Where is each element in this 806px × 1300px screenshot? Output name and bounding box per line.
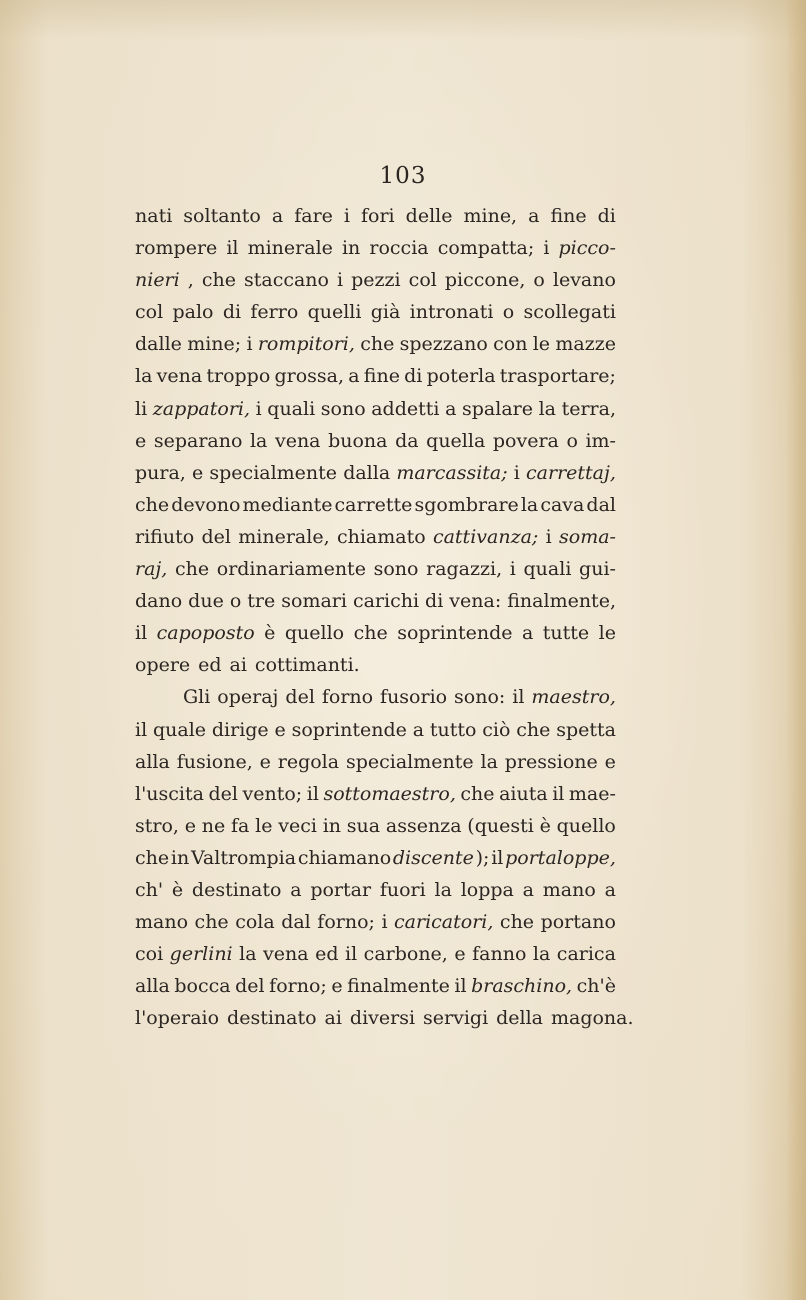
word: quello bbox=[556, 814, 616, 837]
word: nati bbox=[135, 205, 173, 227]
word: col bbox=[135, 301, 164, 324]
word: magona. bbox=[550, 1007, 634, 1030]
text-line bbox=[135, 842, 616, 874]
word: pressione bbox=[504, 750, 598, 773]
word: ed bbox=[315, 943, 339, 966]
word: che bbox=[460, 782, 495, 805]
word: o bbox=[566, 429, 578, 452]
word: ai bbox=[229, 654, 247, 677]
page-top-shading bbox=[0, 0, 806, 40]
word: sono bbox=[320, 397, 366, 420]
word: o bbox=[533, 269, 545, 292]
word: da bbox=[395, 429, 419, 452]
word: i bbox=[343, 205, 350, 227]
word: trasportare; bbox=[499, 365, 616, 388]
word: quella bbox=[426, 429, 486, 452]
word: piccone, bbox=[444, 269, 526, 292]
word: vena bbox=[263, 943, 309, 966]
word: soltanto bbox=[183, 205, 261, 227]
word: forno bbox=[321, 686, 374, 709]
word: tutte bbox=[542, 622, 590, 645]
italic-word: soma- bbox=[559, 525, 616, 548]
word: l'uscita bbox=[135, 782, 204, 805]
word: l'operaio bbox=[135, 1007, 220, 1030]
word: vento; bbox=[242, 782, 303, 805]
word: loppa bbox=[460, 878, 514, 901]
word: a bbox=[412, 718, 425, 741]
italic-word: nieri bbox=[135, 269, 180, 292]
word: chiamano bbox=[297, 846, 392, 869]
word: poterla bbox=[426, 365, 496, 388]
word: i bbox=[513, 461, 520, 484]
word: in bbox=[170, 846, 190, 869]
word: minerale bbox=[247, 237, 333, 260]
word: ciò bbox=[482, 718, 511, 741]
word: il bbox=[512, 686, 525, 709]
word: a bbox=[271, 205, 284, 227]
word: che bbox=[353, 622, 388, 645]
word: coi bbox=[135, 943, 164, 966]
word: quali bbox=[523, 558, 572, 581]
italic-word: cattivanza; bbox=[432, 525, 539, 548]
word: forno; bbox=[317, 911, 375, 934]
word: che bbox=[516, 718, 551, 741]
word: di bbox=[597, 205, 616, 227]
word: la bbox=[239, 943, 257, 966]
word: grossa, bbox=[274, 365, 345, 388]
word: cottimanti. bbox=[254, 654, 360, 677]
word: sgombrare bbox=[414, 493, 519, 516]
word: la bbox=[135, 365, 153, 388]
word: portano bbox=[540, 911, 616, 934]
word: a bbox=[348, 365, 360, 388]
word: i bbox=[545, 525, 552, 548]
word: (questi bbox=[467, 814, 534, 837]
italic-word: discente bbox=[392, 846, 474, 869]
word: finalmente, bbox=[507, 590, 616, 613]
text-line bbox=[135, 810, 616, 842]
word: stro, bbox=[135, 814, 179, 837]
word: destinato bbox=[191, 878, 282, 901]
word: pura, bbox=[135, 461, 186, 484]
word: o bbox=[229, 590, 242, 613]
word: devono bbox=[171, 493, 241, 516]
word: ch'è bbox=[576, 975, 616, 998]
word: scollegati bbox=[523, 301, 616, 324]
word: levano bbox=[552, 269, 616, 292]
word: il bbox=[454, 975, 467, 998]
word: in bbox=[341, 237, 361, 260]
word: ); bbox=[475, 846, 490, 869]
word: fanno bbox=[472, 943, 527, 966]
italic-word: capoposto bbox=[156, 622, 255, 645]
word: povera bbox=[492, 429, 559, 452]
word: a bbox=[604, 878, 616, 901]
word: Valtrompia bbox=[190, 846, 297, 869]
word: ch' bbox=[135, 878, 164, 901]
word: il bbox=[552, 782, 565, 805]
word: il bbox=[135, 622, 148, 645]
text-line bbox=[135, 585, 616, 617]
word: i bbox=[246, 333, 253, 356]
word: tutto bbox=[429, 718, 477, 741]
word: regola bbox=[277, 750, 340, 773]
italic-word: braschino, bbox=[471, 975, 573, 998]
word: cola bbox=[235, 911, 275, 934]
word: ordinariamente bbox=[216, 558, 366, 581]
text-line bbox=[135, 714, 616, 746]
word: specialmente bbox=[345, 750, 474, 773]
word: ne bbox=[201, 814, 226, 837]
word: che bbox=[499, 911, 535, 934]
word: alla bbox=[135, 750, 170, 773]
word: fuori bbox=[379, 878, 426, 901]
word: della bbox=[496, 1007, 544, 1030]
italic-word: picco- bbox=[558, 237, 616, 260]
word: a bbox=[528, 205, 540, 227]
text-line bbox=[135, 328, 616, 360]
word: i bbox=[337, 269, 344, 292]
word: addetti bbox=[371, 397, 440, 420]
word: fine bbox=[550, 205, 587, 227]
text-line bbox=[135, 393, 616, 425]
word: carrette bbox=[334, 493, 413, 516]
word: è bbox=[264, 622, 276, 645]
word: spetta bbox=[556, 718, 616, 741]
word: che bbox=[135, 846, 170, 869]
word: e bbox=[135, 429, 147, 452]
text-line bbox=[135, 425, 616, 457]
italic-word: gerlini bbox=[169, 943, 233, 966]
word: a bbox=[522, 878, 534, 901]
word: rompere bbox=[135, 237, 218, 260]
word: di bbox=[404, 365, 423, 388]
word: vena bbox=[156, 365, 203, 388]
word: due bbox=[188, 590, 224, 613]
word: terra, bbox=[561, 397, 616, 420]
word: portar bbox=[310, 878, 372, 901]
word: del bbox=[201, 525, 231, 548]
word: diversi bbox=[349, 1007, 416, 1030]
word: quale bbox=[152, 718, 207, 741]
word: il bbox=[226, 237, 239, 260]
word: e bbox=[454, 943, 466, 966]
word: che bbox=[174, 558, 210, 581]
word: ragazzi, bbox=[426, 558, 503, 581]
text-line bbox=[135, 1002, 634, 1034]
word: operaj bbox=[217, 686, 279, 709]
word: alla bbox=[135, 975, 170, 998]
word: mano bbox=[542, 878, 596, 901]
text-line bbox=[135, 296, 616, 328]
word: aiuta bbox=[499, 782, 548, 805]
word: e bbox=[331, 975, 343, 998]
word: chiamato bbox=[336, 525, 426, 548]
text-line bbox=[135, 874, 616, 906]
word: la bbox=[532, 943, 551, 966]
word: opere bbox=[135, 654, 191, 677]
word: li bbox=[135, 397, 148, 420]
word: mine, bbox=[463, 205, 518, 227]
text-line bbox=[135, 681, 616, 713]
word: fa bbox=[230, 814, 250, 837]
italic-word: portaloppe, bbox=[505, 846, 616, 869]
word: le bbox=[255, 814, 273, 837]
word: è bbox=[171, 878, 184, 901]
word: di bbox=[222, 301, 242, 324]
word: fori bbox=[361, 205, 395, 227]
word: pezzi bbox=[351, 269, 401, 292]
word: dirige bbox=[211, 718, 269, 741]
word: carichi bbox=[352, 590, 420, 613]
word: quali bbox=[267, 397, 316, 420]
word: dalle bbox=[135, 333, 182, 356]
word: minerale, bbox=[238, 525, 330, 548]
word: la bbox=[520, 493, 539, 516]
word: spalare bbox=[462, 397, 533, 420]
word: mano bbox=[135, 911, 189, 934]
italic-word: caricatori, bbox=[394, 911, 494, 934]
word: il bbox=[135, 718, 148, 741]
word: che bbox=[194, 911, 229, 934]
word: la bbox=[480, 750, 498, 773]
italic-word: zappatori, bbox=[152, 397, 251, 420]
word: assenza bbox=[385, 814, 462, 837]
word: quello bbox=[284, 622, 345, 645]
word: e bbox=[274, 718, 286, 741]
text-line bbox=[135, 938, 616, 970]
word: e bbox=[184, 814, 196, 837]
word: soprintende bbox=[291, 718, 407, 741]
word: in bbox=[322, 814, 342, 837]
text-line bbox=[135, 489, 616, 521]
word: dalla bbox=[343, 461, 391, 484]
word: il bbox=[345, 943, 358, 966]
word: dal bbox=[281, 911, 311, 934]
word: già bbox=[370, 301, 401, 324]
word: i bbox=[543, 237, 550, 260]
text-line bbox=[135, 232, 616, 264]
word: , bbox=[187, 269, 194, 292]
word: il bbox=[306, 782, 319, 805]
text-line bbox=[135, 906, 616, 938]
word: spezzano bbox=[399, 333, 488, 356]
word: di bbox=[425, 590, 444, 613]
word: mine; bbox=[187, 333, 242, 356]
italic-word: rompitori, bbox=[257, 333, 355, 356]
text-line bbox=[135, 264, 616, 296]
word: la bbox=[249, 429, 268, 452]
word: col bbox=[408, 269, 437, 292]
italic-word: maestro, bbox=[531, 686, 616, 709]
text-line bbox=[135, 649, 616, 681]
word: sono bbox=[373, 558, 419, 581]
word: compatta; bbox=[437, 237, 535, 260]
word: del bbox=[285, 686, 315, 709]
word: mazze bbox=[555, 333, 616, 356]
word: veci bbox=[278, 814, 317, 837]
page-edge-shading bbox=[786, 0, 806, 1300]
word: fare bbox=[294, 205, 333, 227]
italic-word: carrettaj, bbox=[526, 461, 616, 484]
word: delle bbox=[405, 205, 453, 227]
word: la bbox=[538, 397, 556, 420]
word: ed bbox=[198, 654, 222, 677]
word: e bbox=[259, 750, 271, 773]
word: tre bbox=[247, 590, 276, 613]
text-line bbox=[135, 200, 616, 232]
word: palo bbox=[172, 301, 214, 324]
word: destinato bbox=[227, 1007, 317, 1030]
word: o bbox=[502, 301, 515, 324]
word: dano bbox=[135, 590, 183, 613]
word: a bbox=[445, 397, 457, 420]
word: mediante bbox=[242, 493, 333, 516]
word: è bbox=[539, 814, 551, 837]
word: soprintende bbox=[397, 622, 513, 645]
word: ferro bbox=[250, 301, 299, 324]
word: mae- bbox=[568, 782, 616, 805]
word: finalmente bbox=[347, 975, 450, 998]
body-text bbox=[135, 200, 634, 1034]
word: i bbox=[255, 397, 262, 420]
italic-word: raj, bbox=[135, 558, 168, 581]
italic-word: marcassita; bbox=[396, 461, 508, 484]
word: a bbox=[290, 878, 302, 901]
text-line bbox=[135, 553, 616, 585]
word: carica bbox=[556, 943, 616, 966]
word: rifiuto bbox=[135, 525, 195, 548]
word: dal bbox=[586, 493, 616, 516]
italic-word: sottomaestro, bbox=[323, 782, 456, 805]
word: forno; bbox=[269, 975, 327, 998]
word: vena bbox=[274, 429, 321, 452]
word: staccano bbox=[243, 269, 329, 292]
word: intronati bbox=[409, 301, 494, 324]
word: separano bbox=[153, 429, 243, 452]
word: che bbox=[201, 269, 236, 292]
word: con bbox=[493, 333, 528, 356]
word: sono: bbox=[454, 686, 506, 709]
word: che bbox=[360, 333, 395, 356]
word: gui- bbox=[579, 558, 616, 581]
word: servigi bbox=[423, 1007, 489, 1030]
word: i bbox=[509, 558, 516, 581]
text-line bbox=[135, 457, 616, 489]
word: im- bbox=[585, 429, 616, 452]
word: del bbox=[208, 782, 238, 805]
word: ai bbox=[324, 1007, 342, 1030]
text-line bbox=[135, 778, 616, 810]
word: che bbox=[135, 493, 170, 516]
word: roccia bbox=[369, 237, 429, 260]
word: specialmente bbox=[209, 461, 338, 484]
text-line bbox=[135, 746, 616, 778]
page-number: 103 bbox=[379, 163, 427, 189]
word: quelli bbox=[307, 301, 362, 324]
word: cava bbox=[540, 493, 585, 516]
word: e bbox=[192, 461, 204, 484]
word: somari bbox=[281, 590, 347, 613]
word: fusione, bbox=[176, 750, 253, 773]
text-line bbox=[135, 360, 616, 392]
word: carbone, bbox=[363, 943, 448, 966]
word: i bbox=[381, 911, 388, 934]
word: sua bbox=[346, 814, 381, 837]
text-line bbox=[135, 521, 616, 553]
word: e bbox=[604, 750, 616, 773]
word: vena: bbox=[449, 590, 502, 613]
word: troppo bbox=[206, 365, 271, 388]
text-line bbox=[135, 970, 616, 1002]
word: le bbox=[598, 622, 616, 645]
word: le bbox=[532, 333, 551, 356]
word: fine bbox=[363, 365, 400, 388]
text-line bbox=[135, 617, 616, 649]
word: buona bbox=[328, 429, 388, 452]
word: la bbox=[434, 878, 452, 901]
word: il bbox=[491, 846, 504, 869]
word: del bbox=[235, 975, 265, 998]
word: Gli bbox=[183, 686, 211, 709]
word: a bbox=[521, 622, 534, 645]
word: fusorio bbox=[380, 686, 448, 709]
word: bocca bbox=[174, 975, 231, 998]
